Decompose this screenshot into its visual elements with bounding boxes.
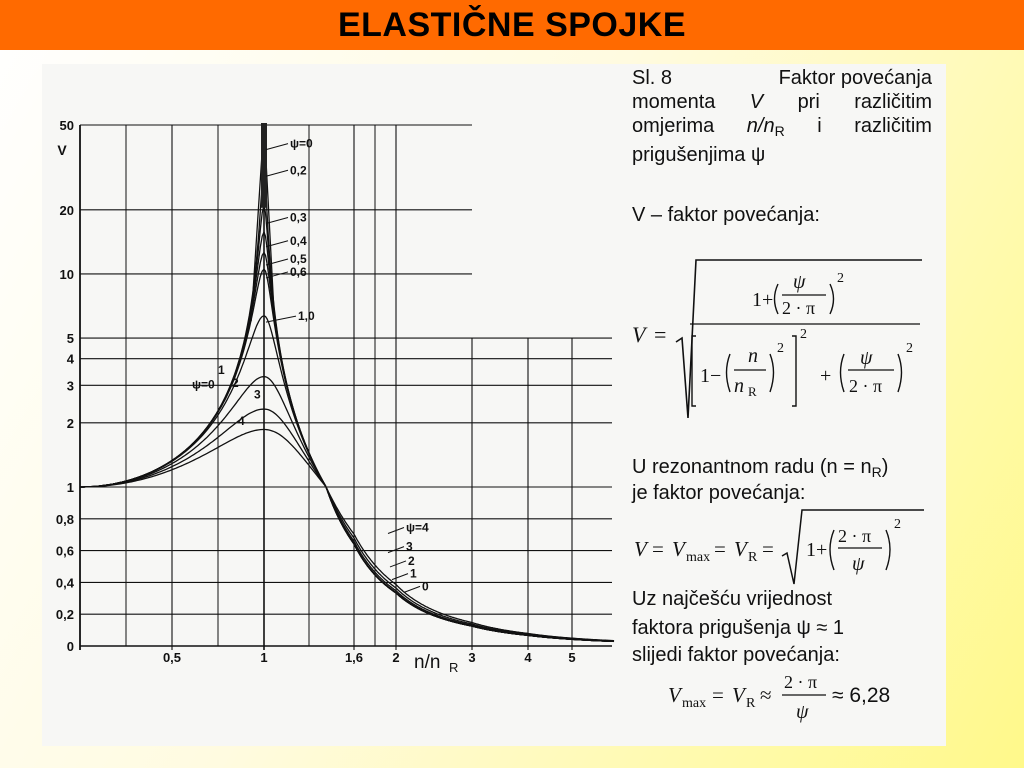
svg-text:=: = <box>762 537 774 561</box>
curve-label-mid-2: 2 <box>232 375 239 390</box>
caption-var-v: V <box>749 91 764 113</box>
resonance-spike <box>261 123 267 208</box>
y-tick-label-11: 0,2 <box>55 607 74 623</box>
svg-text:V: V <box>732 683 745 707</box>
caption-ratio: n/n <box>746 115 775 137</box>
v-formula <box>630 254 930 424</box>
chart-labels <box>56 118 576 675</box>
caption-text-2: momenta <box>632 91 716 113</box>
x-tick-label-1: 1 <box>260 650 268 665</box>
curve-label-top-5: 0,6 <box>290 264 307 279</box>
caption-text-5: omjerima <box>632 115 715 137</box>
curve-label-mid-1: ψ=0 <box>192 377 215 392</box>
svg-text:R: R <box>746 696 756 711</box>
definition-label-text: V – faktor povećanja: <box>632 204 820 226</box>
svg-text:2 · π: 2 · π <box>849 376 883 396</box>
svg-text:1−: 1− <box>700 365 722 387</box>
svg-text:ψ: ψ <box>796 701 809 723</box>
curve-psi-3 <box>80 253 614 642</box>
curve-label-right-1: 3 <box>406 539 413 554</box>
curve-label-right-3: 1 <box>410 566 417 581</box>
resonance-text-1: U rezonantnom radu (n = n <box>632 456 872 478</box>
figure-caption <box>632 66 932 167</box>
caption-text-4: različitim <box>854 91 932 113</box>
x-tick-label-3: 2 <box>392 650 400 665</box>
numerator-one-plus: 1+ <box>752 289 774 311</box>
svg-text:=: = <box>712 683 724 707</box>
svg-text:2: 2 <box>777 341 784 356</box>
curve-psi-6 <box>80 377 614 642</box>
svg-text:≈: ≈ <box>760 683 772 707</box>
x-tick-label-2: 1,6 <box>344 650 364 665</box>
svg-text:ψ: ψ <box>852 553 865 575</box>
y-tick-label-5: 3 <box>66 378 74 394</box>
curve-label-right-0: ψ=4 <box>406 520 429 535</box>
svg-text:V: V <box>634 537 647 561</box>
x-tick-label-5: 4 <box>524 650 532 665</box>
vmax-formula <box>632 506 932 588</box>
svg-text:V: V <box>734 537 747 561</box>
caption-text-7: različitim <box>854 115 932 137</box>
svg-text:2: 2 <box>906 341 913 356</box>
resonance-end: ) <box>881 456 889 478</box>
y-tick-label-4: 4 <box>66 351 74 367</box>
curve-label-top-6: 1,0 <box>298 309 315 324</box>
leader-top-6 <box>266 316 296 322</box>
curve-label-top-0: ψ=0 <box>290 136 313 151</box>
y-axis-label: V <box>57 142 67 158</box>
svg-text:R: R <box>748 384 757 399</box>
final-formula <box>666 664 936 734</box>
svg-text:n: n <box>748 345 758 367</box>
curve-psi-8 <box>80 430 614 641</box>
svg-text:=: = <box>652 537 664 561</box>
leader-right-3 <box>392 574 408 580</box>
usual-text-2: faktora prigušenja ψ ≈ 1 <box>632 617 845 639</box>
y-tick-label-7: 1 <box>66 480 74 495</box>
usual-line-2 <box>632 617 844 640</box>
curve-label-mid-4: 4 <box>238 414 245 429</box>
svg-text:1+: 1+ <box>806 539 828 561</box>
formula-lhs-v: V <box>632 322 646 347</box>
title-bar <box>0 0 1024 50</box>
leader-right-4 <box>404 586 420 592</box>
caption-text-3: pri <box>797 91 820 113</box>
resonance-text-2: je faktor povećanja: <box>632 482 806 504</box>
curve-label-mid-0: 1 <box>218 362 225 377</box>
leader-right-2 <box>390 561 406 567</box>
final-result: ≈ 6,28 <box>832 684 891 707</box>
curve-psi-2 <box>80 232 614 641</box>
x-tick-label-6: 5 <box>568 650 576 665</box>
caption-text-6: i <box>817 115 822 137</box>
svg-text:2 · π: 2 · π <box>784 672 818 692</box>
y-tick-label-12: 0 <box>66 639 74 654</box>
curve-label-mid-3: 3 <box>254 387 261 402</box>
svg-text:V: V <box>672 537 685 561</box>
curve-label-top-4: 0,5 <box>290 251 307 266</box>
svg-text:=: = <box>714 537 726 561</box>
slide-title: ELASTIČNE SPOJKE <box>337 5 687 44</box>
svg-text:2 · π: 2 · π <box>838 526 872 546</box>
leader-top-0 <box>266 144 288 150</box>
svg-text:2: 2 <box>837 271 844 286</box>
y-tick-label-3: 5 <box>66 331 74 347</box>
usual-text-1: Uz najčešću vrijednost <box>632 588 833 610</box>
caption-fig-number: Sl. 8 <box>632 67 673 89</box>
chart-curves <box>80 123 614 642</box>
y-tick-label-8: 0,8 <box>55 511 74 527</box>
svg-text:max: max <box>686 550 711 565</box>
caption-ratio-sub: R <box>774 123 785 139</box>
curve-psi-1 <box>80 205 614 641</box>
y-tick-label-1: 20 <box>59 202 74 218</box>
svg-text:n: n <box>734 375 744 397</box>
usual-text-3: slijedi faktor povećanja: <box>632 644 840 666</box>
curve-label-top-2: 0,3 <box>290 210 307 225</box>
resonance-line-2 <box>632 482 805 505</box>
curve-psi-5 <box>80 316 614 642</box>
definition-label <box>632 204 820 227</box>
x-tick-label-0: 0,5 <box>162 650 182 665</box>
y-tick-label-10: 0,4 <box>55 575 74 591</box>
curve-psi-4 <box>80 269 614 641</box>
svg-text:+: + <box>820 365 832 387</box>
svg-text:2: 2 <box>894 517 901 532</box>
curve-label-right-2: 2 <box>408 553 415 568</box>
caption-text-1: Faktor povećanja <box>778 67 932 89</box>
y-tick-label-0: 50 <box>59 118 74 133</box>
scanned-figure <box>42 64 946 746</box>
svg-text:R: R <box>748 550 758 565</box>
formula-lhs-eq: = <box>654 322 667 347</box>
y-tick-label-2: 10 <box>59 266 74 282</box>
svg-text:V: V <box>668 683 681 707</box>
svg-text:2: 2 <box>800 327 807 342</box>
num-two-pi: 2 · π <box>782 298 816 318</box>
y-tick-label-6: 2 <box>66 415 74 431</box>
num-psi: ψ <box>793 271 806 293</box>
leader-top-1 <box>266 170 288 176</box>
curve-psi-0 <box>80 168 614 642</box>
x-axis-label: n/n <box>414 652 441 673</box>
curve-label-top-3: 0,4 <box>290 233 307 248</box>
y-tick-label-9: 0,6 <box>55 543 74 559</box>
x-axis-label-sub: R <box>449 660 459 675</box>
resonance-line-1 <box>632 456 888 480</box>
x-tick-label-4: 3 <box>468 650 476 665</box>
chart-grid <box>80 125 612 650</box>
svg-text:ψ: ψ <box>860 347 873 369</box>
caption-text-8: prigušenjima ψ <box>632 144 766 166</box>
curve-label-right-4: 0 <box>422 579 429 594</box>
resonance-sub: R <box>871 464 882 480</box>
usual-line-1 <box>632 588 832 611</box>
curve-label-top-1: 0,2 <box>290 163 307 178</box>
svg-text:max: max <box>682 696 707 711</box>
